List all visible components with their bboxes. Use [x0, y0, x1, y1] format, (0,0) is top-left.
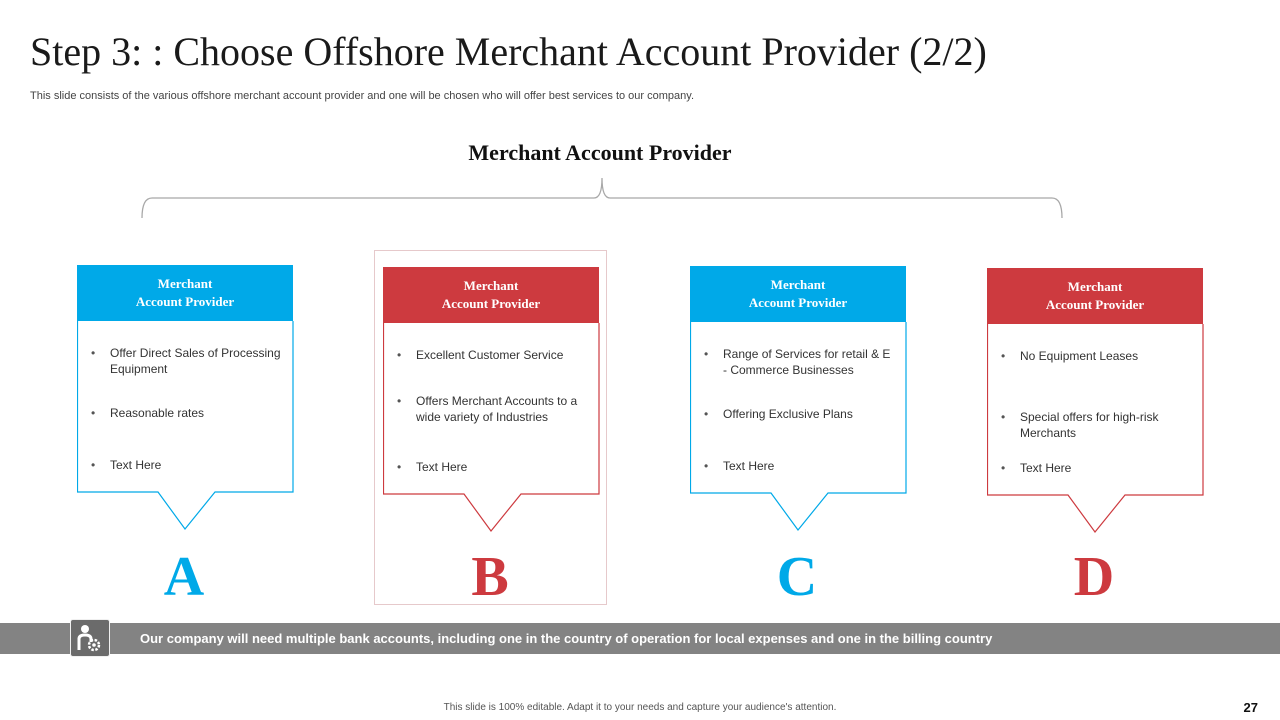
card-bullet: • Text Here — [1001, 460, 1191, 476]
card-bullet: • Text Here — [397, 459, 587, 475]
card-bullet: • Reasonable rates — [91, 405, 281, 421]
provider-letter-d: D — [1073, 546, 1115, 608]
provider-card-a — [77, 265, 295, 535]
provider-letter-c: C — [776, 546, 818, 608]
page-number: 27 — [1243, 700, 1258, 715]
card-bullet: • Offer Direct Sales of Processing Equipment — [91, 345, 281, 377]
card-bullet: • Special offers for high-risk Merchants — [1001, 409, 1191, 441]
provider-letter-a: A — [163, 546, 205, 608]
footer-note: This slide is 100% editable. Adapt it to your needs and capture your audience's attention. — [443, 702, 837, 713]
slide-subtitle: This slide consists of the various offshore merchant account provider and one will be chosen who will offer best services to our company. — [30, 90, 695, 102]
slide-title: Step 3: : Choose Offshore Merchant Account Provider (2/2) — [30, 29, 987, 74]
section-heading: Merchant Account Provider — [468, 140, 732, 165]
provider-letter-b: B — [471, 546, 509, 608]
card-header: Merchant Account Provider — [383, 267, 599, 323]
provider-card-b — [383, 267, 601, 537]
person-gear-icon — [70, 619, 110, 657]
card-bullet: • Range of Services for retail & E - Commerce Businesses — [704, 346, 894, 378]
curly-brace — [0, 0, 1280, 230]
card-header: Merchant Account Provider — [77, 265, 293, 321]
provider-card-c — [690, 266, 908, 536]
card-bullet: • Text Here — [91, 457, 281, 473]
info-banner — [0, 623, 1280, 654]
provider-card-d — [987, 268, 1205, 538]
card-header: Merchant Account Provider — [987, 268, 1203, 324]
card-bullet: • No Equipment Leases — [1001, 348, 1191, 364]
card-bullet: • Offers Merchant Accounts to a wide variety of Industries — [397, 393, 587, 425]
card-bullet: • Excellent Customer Service — [397, 347, 587, 363]
banner-text: Our company will need multiple bank accounts, including one in the country of operation for local expenses and one in the billing country — [140, 631, 993, 646]
card-bullet: • Text Here — [704, 458, 894, 474]
card-header: Merchant Account Provider — [690, 266, 906, 322]
card-bullet: • Offering Exclusive Plans — [704, 406, 894, 422]
